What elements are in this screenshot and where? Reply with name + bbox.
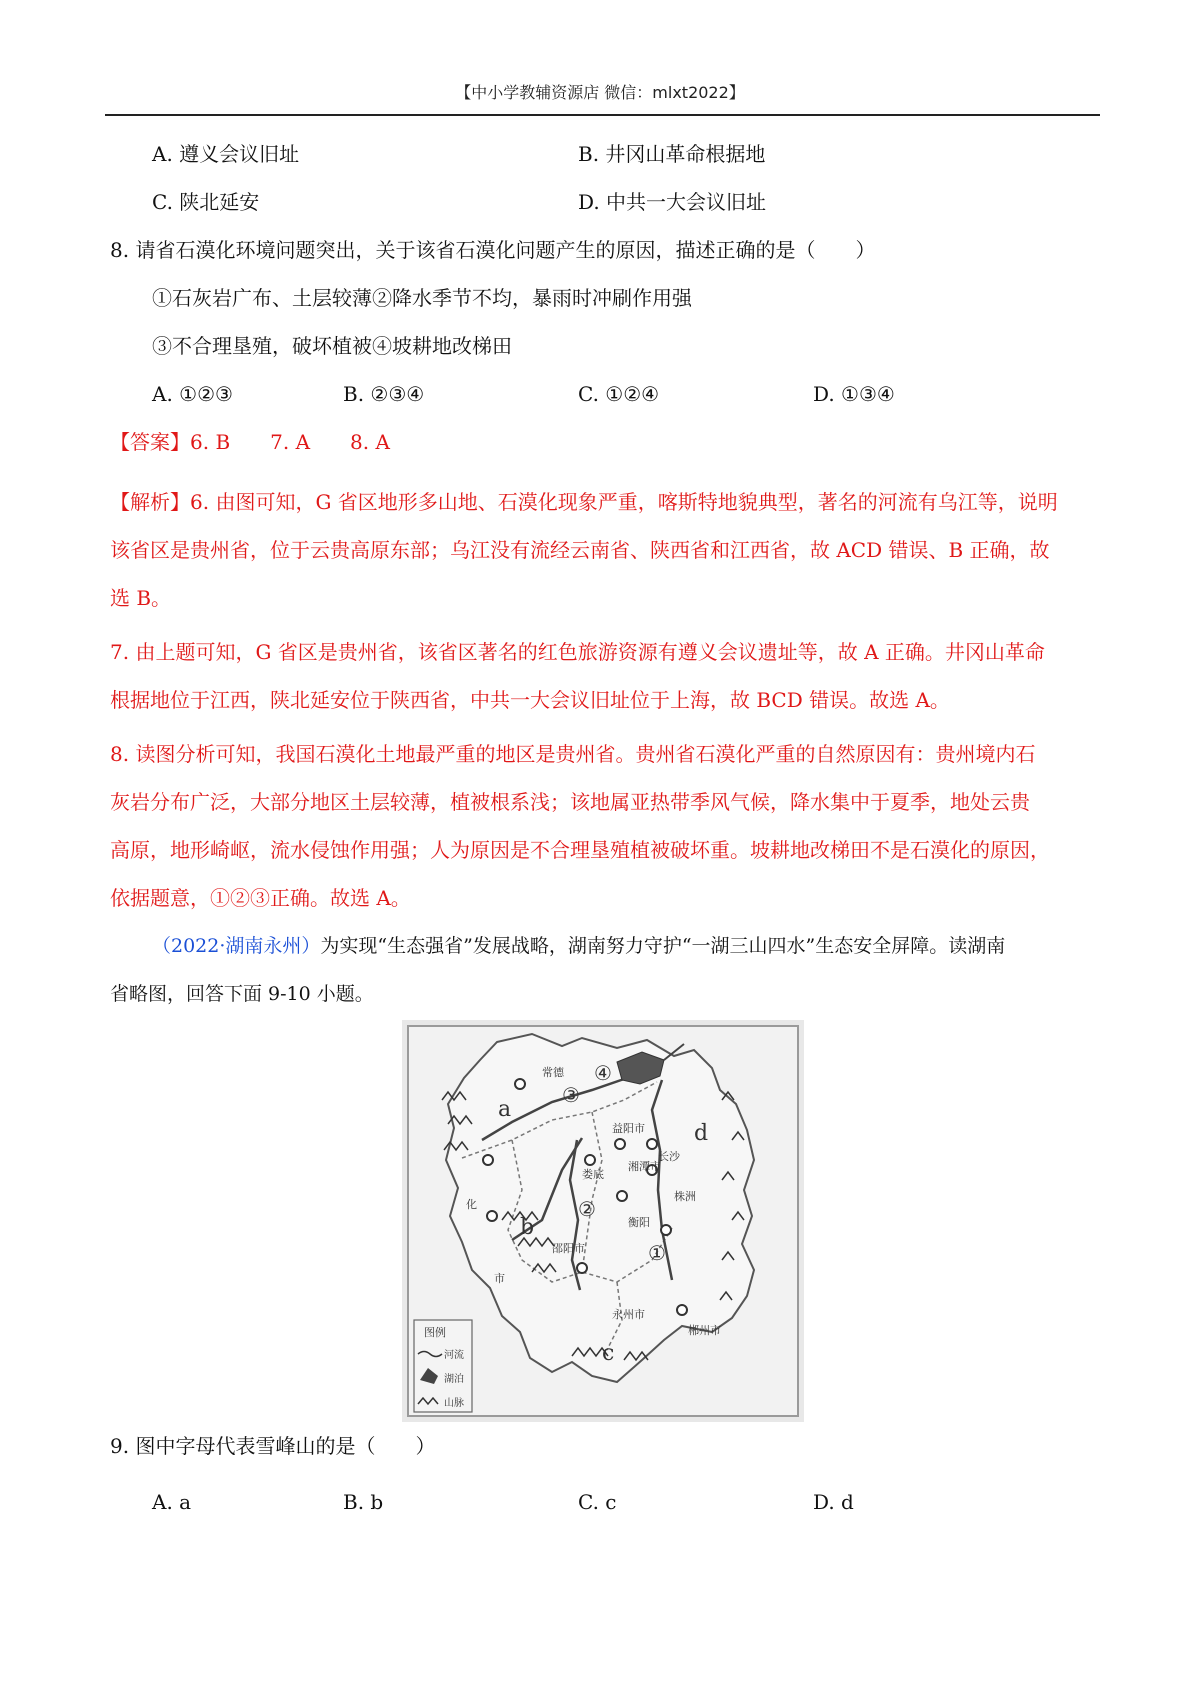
q9-stem: 9. 图中字母代表雪峰山的是（ ） (110, 1434, 436, 1458)
answer-label: 【答案】 (110, 430, 190, 454)
label-yiyang: 益阳市 (612, 1122, 645, 1135)
label-c: c (602, 1341, 615, 1366)
label-circle-4: ④ (594, 1061, 612, 1085)
legend-mountain: 山脉 (444, 1398, 464, 1409)
intro-text1: 为实现“生态强省”发展战略，湖南努力守护“一湖三山四水”生态安全屏障。读湖南 (320, 935, 1006, 957)
label-shaoyang: 邵阳市 (552, 1242, 585, 1255)
q9-option-b: B. b (343, 1490, 384, 1514)
analysis-6-line2: 该省区是贵州省，位于云贵高原东部；乌江没有流经云南省、陕西省和江西省，故 ACD 错误、B 正确，故 (110, 538, 1050, 562)
analysis-8-line1: 8. 读图分析可知，我国石漠化土地最严重的地区是贵州省。贵州省石漠化严重的自然原因有：贵州境内石 (110, 742, 1036, 766)
label-circle-1: ① (648, 1241, 666, 1265)
page-header: 【中小学教辅资源店 微信：mlxt2022】 (455, 83, 745, 102)
q7-option-a: A. 遵义会议旧址 (152, 142, 300, 166)
q9-option-a: A. a (152, 1490, 192, 1514)
label-d: d (694, 1121, 709, 1146)
q7-option-c: C. 陕北延安 (152, 190, 260, 214)
q8-statement-line1: ①石灰岩广布、土层较薄②降水季节不均，暴雨时冲刷作用强 (152, 286, 692, 310)
q8-statement-line2: ③不合理垦殖，破坏植被④坡耕地改梯田 (152, 334, 512, 358)
label-yongzhou: 永州市 (612, 1308, 645, 1321)
q7-option-b: B. 井冈山革命根据地 (578, 142, 766, 166)
label-zhuzhou: 株洲 (674, 1190, 696, 1203)
analysis-7-line2: 根据地位于江西，陕北延安位于陕西省，中共一大会议旧址位于上海，故 BCD 错误。故选 A。 (110, 688, 950, 712)
label-changsha: 长沙 (658, 1150, 680, 1163)
label-loudi: 娄底 (582, 1168, 604, 1181)
legend-river: 河流 (444, 1350, 464, 1361)
label-changde: 常德 (542, 1066, 564, 1079)
legend-title: 图例 (424, 1326, 446, 1339)
intro-line1 (152, 934, 1005, 958)
label-huaihua: 化 (466, 1198, 477, 1211)
hunan-map (402, 1020, 804, 1422)
analysis-7-line1: 7. 由上题可知，G 省区是贵州省，该省区著名的红色旅游资源有遵义会议遗址等，故 A 正确。井冈山革命 (110, 640, 1045, 664)
analysis-6-line1 (110, 490, 1058, 514)
label-huaihua-2: 市 (494, 1272, 505, 1285)
analysis-6-text1: 6. 由图可知，G 省区地形多山地、石漠化现象严重，喀斯特地貌典型，著名的河流有乌江等，说明 (190, 490, 1058, 514)
label-circle-2: ② (578, 1197, 596, 1221)
analysis-8-line2: 灰岩分布广泛，大部分地区土层较薄，植被根系浅；该地属亚热带季风气候，降水集中于夏季，地处云贵 (110, 790, 1030, 814)
analysis-label: 【解析】 (110, 490, 190, 514)
legend-lake: 湖泊 (444, 1374, 464, 1385)
answer-line (110, 430, 390, 454)
q8-option-b: B. ②③④ (343, 382, 425, 406)
answer-text: 6. B 7. A 8. A (190, 430, 390, 454)
analysis-8-line3: 高原，地形崎岖，流水侵蚀作用强；人为原因是不合理垦殖植被破坏重。坡耕地改梯田不是石漠化的原因， (110, 838, 1050, 862)
label-chenzhou: 郴州市 (688, 1324, 721, 1337)
intro-line2: 省略图，回答下面 9-10 小题。 (110, 983, 374, 1005)
label-b: b (520, 1215, 535, 1240)
q9-option-c: C. c (578, 1490, 617, 1514)
q9-option-d: D. d (813, 1490, 854, 1514)
q8-option-d: D. ①③④ (813, 382, 895, 406)
q8-stem: 8. 请省石漠化环境问题突出，关于该省石漠化问题产生的原因，描述正确的是（ ） (110, 238, 876, 262)
label-hengyang: 衡阳 (628, 1216, 650, 1229)
intro-source: （2022·湖南永州） (152, 935, 321, 957)
header-divider (105, 114, 1100, 116)
map-legend (414, 1320, 472, 1412)
label-xiangtan: 湘潭市 (628, 1160, 661, 1173)
analysis-8-line4: 依据题意，①②③正确。故选 A。 (110, 886, 411, 910)
label-a: a (498, 1097, 512, 1122)
q7-option-d: D. 中共一大会议旧址 (578, 190, 767, 214)
label-circle-3: ③ (562, 1083, 580, 1107)
q8-option-a: A. ①②③ (152, 382, 233, 406)
q8-option-c: C. ①②④ (578, 382, 660, 406)
analysis-6-line3: 选 B。 (110, 586, 172, 610)
